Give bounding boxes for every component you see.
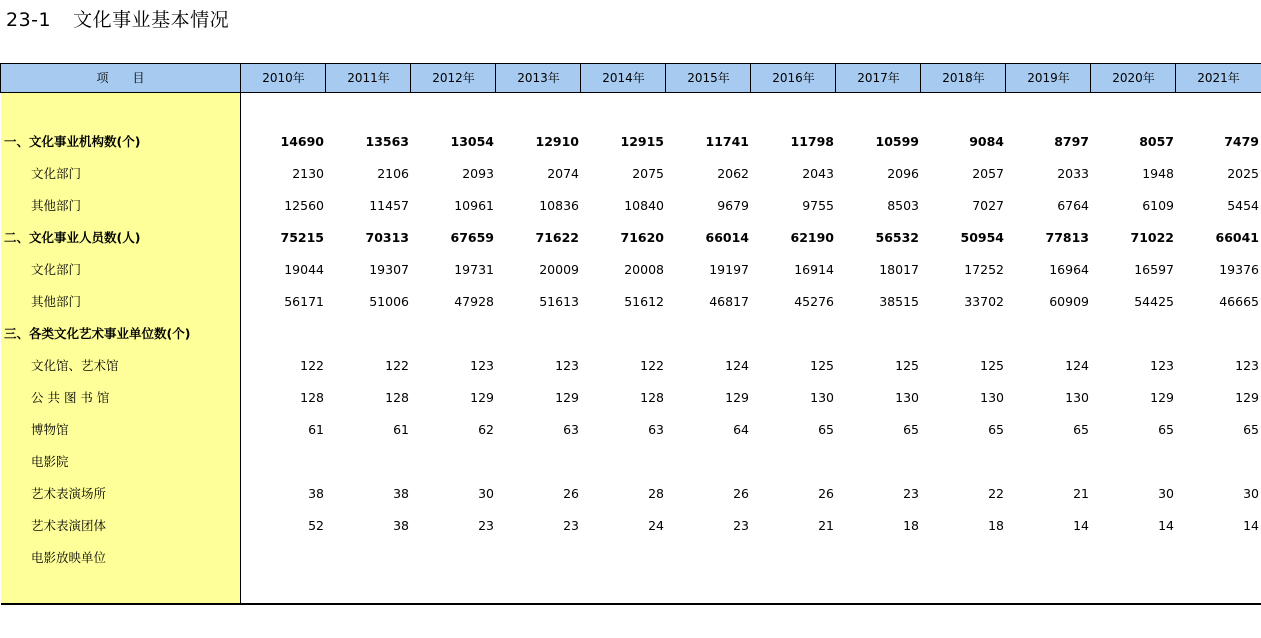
table-cell: 21 [1073,486,1089,501]
table-cell: 128 [640,390,664,405]
table-cell: 124 [1065,358,1089,373]
table-cell [414,324,494,344]
table-cell: 2062 [717,166,749,181]
table-cell [669,324,749,344]
table-cell: 12910 [535,134,579,149]
table-cell: 18 [988,518,1004,533]
table-cell: 2025 [1227,166,1259,181]
table-cell: 65 [1158,422,1174,437]
header-year: 2011年 [347,71,390,85]
table-cell: 26 [733,486,749,501]
table-cell: 12560 [284,198,324,213]
table-title: 文化事业基本情况 [73,9,230,31]
table-cell: 9755 [802,198,834,213]
table-cell: 21 [818,518,834,533]
table-cell: 9679 [717,198,749,213]
table-cell: 23 [733,518,749,533]
table-cell: 10836 [539,198,579,213]
table-cell: 124 [725,358,749,373]
table-cell: 13563 [365,134,409,149]
table-cell: 56171 [284,294,324,309]
header-divider [835,64,836,92]
table-cell: 129 [470,390,494,405]
header-divider [1175,64,1176,92]
table-cell: 63 [563,422,579,437]
header-divider [410,64,411,92]
table-cell [1009,548,1089,568]
header-year: 2020年 [1112,71,1155,85]
table-cell: 2130 [292,166,324,181]
table-cell: 66014 [705,230,749,245]
label-column-divider [240,63,241,604]
table-cell: 129 [1235,390,1259,405]
table-cell: 19731 [454,262,494,277]
row-label: 文化部门 [31,262,82,277]
table-cell: 122 [300,358,324,373]
header-divider [325,64,326,92]
table-cell: 2057 [972,166,1004,181]
header-divider [1090,64,1091,92]
table-cell: 38 [393,486,409,501]
table-cell [669,452,749,472]
table-cell: 46817 [709,294,749,309]
table-cell [1179,548,1259,568]
table-cell: 18 [903,518,919,533]
table-cell: 2043 [802,166,834,181]
table-cell: 20009 [539,262,579,277]
table-cell [754,452,834,472]
table-cell [499,452,579,472]
table-cell: 38515 [879,294,919,309]
row-label: 文化馆、艺术馆 [31,358,119,373]
table-cell: 62 [478,422,494,437]
table-cell [414,452,494,472]
table-cell: 6764 [1057,198,1089,213]
table-cell: 38 [393,518,409,533]
row-label: 三、各类文化艺术事业单位数(个) [4,326,191,341]
table-cell: 24 [648,518,664,533]
table-cell [1009,324,1089,344]
table-cell: 51006 [369,294,409,309]
table-cell [1009,452,1089,472]
table-cell: 46665 [1219,294,1259,309]
table-cell: 12915 [620,134,664,149]
header-year: 2013年 [517,71,560,85]
table-cell [1094,324,1174,344]
header-item: 项 目 [96,71,145,85]
table-cell: 50954 [960,230,1004,245]
table-cell: 16914 [794,262,834,277]
header-year: 2017年 [857,71,900,85]
row-label: 其他部门 [31,294,82,309]
table-cell: 19307 [369,262,409,277]
table-cell: 33702 [964,294,1004,309]
row-label: 文化部门 [31,166,82,181]
table-cell: 130 [1065,390,1089,405]
row-label: 二、文化事业人员数(人) [4,230,141,245]
table-cell [584,324,664,344]
table-cell: 52 [308,518,324,533]
table-cell: 65 [903,422,919,437]
table-cell: 2075 [632,166,664,181]
table-cell: 8057 [1139,134,1174,149]
table-cell: 129 [725,390,749,405]
table-cell [499,324,579,344]
table-cell: 125 [810,358,834,373]
table-cell: 10599 [875,134,919,149]
table-cell [1094,452,1174,472]
table-cell: 2033 [1057,166,1089,181]
table-cell: 22 [988,486,1004,501]
table-cell: 26 [563,486,579,501]
header-year: 2018年 [942,71,985,85]
table-cell: 30 [1243,486,1259,501]
table-cell: 71620 [620,230,664,245]
table-bottom-border [1,603,1261,605]
table-cell: 23 [563,518,579,533]
table-cell [1094,548,1174,568]
table-cell: 128 [385,390,409,405]
table-cell [1179,324,1259,344]
table-cell: 70313 [365,230,409,245]
table-cell [499,548,579,568]
table-cell: 67659 [450,230,494,245]
table-cell [329,548,409,568]
table-cell [584,452,664,472]
table-cell: 16597 [1134,262,1174,277]
row-label: 艺术表演团体 [31,518,107,533]
table-cell: 123 [555,358,579,373]
table-cell: 130 [980,390,1004,405]
table-cell: 2074 [547,166,579,181]
header-divider [750,64,751,92]
table-cell: 19044 [284,262,324,277]
table-cell: 38 [308,486,324,501]
table-cell [839,548,919,568]
header-divider [920,64,921,92]
table-cell: 129 [555,390,579,405]
table-cell [924,452,1004,472]
table-cell: 14690 [280,134,324,149]
table-cell [924,548,1004,568]
table-cell: 125 [895,358,919,373]
table-cell: 56532 [875,230,919,245]
header-year: 2019年 [1027,71,1070,85]
table-cell: 123 [1150,358,1174,373]
table-cell: 63 [648,422,664,437]
header-year: 2021年 [1197,71,1240,85]
table-cell: 30 [1158,486,1174,501]
table-cell: 1948 [1142,166,1174,181]
header-divider [665,64,666,92]
table-cell: 51613 [539,294,579,309]
table-cell: 14 [1243,518,1259,533]
row-label: 公 共 图 书 馆 [31,390,110,405]
table-cell: 14 [1158,518,1174,533]
table-cell: 6109 [1142,198,1174,213]
header-divider [1005,64,1006,92]
table-cell [754,324,834,344]
table-cell: 61 [393,422,409,437]
header-year: 2012年 [432,71,475,85]
header-divider [495,64,496,92]
row-label: 艺术表演场所 [31,486,107,501]
table-cell: 122 [385,358,409,373]
table-cell: 65 [1243,422,1259,437]
table-cell: 71022 [1130,230,1174,245]
table-cell: 130 [810,390,834,405]
table-cell: 125 [980,358,1004,373]
row-label: 电影放映单位 [31,550,107,565]
table-cell: 71622 [535,230,579,245]
table-cell: 65 [1073,422,1089,437]
table-cell [244,324,324,344]
table-cell [244,548,324,568]
table-cell: 2096 [887,166,919,181]
table-number: 23-1 [6,9,52,31]
table-cell: 10840 [624,198,664,213]
table-cell: 61 [308,422,324,437]
table-cell: 11798 [790,134,834,149]
table-cell: 7479 [1224,134,1259,149]
table-cell: 16964 [1049,262,1089,277]
table-cell: 45276 [794,294,834,309]
table-cell: 62190 [790,230,834,245]
table-cell: 128 [300,390,324,405]
table-cell [839,452,919,472]
table-cell [584,548,664,568]
table-cell: 123 [470,358,494,373]
table-cell: 64 [733,422,749,437]
table-cell: 19376 [1219,262,1259,277]
row-label: 博物馆 [31,422,69,437]
table-cell: 17252 [964,262,1004,277]
table-cell: 9084 [969,134,1004,149]
table-cell: 75215 [280,230,324,245]
table-cell: 26 [818,486,834,501]
header-year: 2014年 [602,71,645,85]
table-cell: 51612 [624,294,664,309]
table-cell: 77813 [1045,230,1089,245]
row-label: 其他部门 [31,198,82,213]
table-cell [244,452,324,472]
table-cell: 14 [1073,518,1089,533]
table-cell: 8797 [1054,134,1089,149]
header-year: 2010年 [262,71,305,85]
table-cell [414,548,494,568]
table-cell: 54425 [1134,294,1174,309]
table-cell: 2093 [462,166,494,181]
table-cell: 11741 [705,134,749,149]
table-cell: 20008 [624,262,664,277]
table-cell: 129 [1150,390,1174,405]
table-cell: 18017 [879,262,919,277]
table-cell: 30 [478,486,494,501]
table-cell [669,548,749,568]
table-cell: 123 [1235,358,1259,373]
table-cell: 7027 [972,198,1004,213]
table-cell: 11457 [369,198,409,213]
table-cell: 5454 [1227,198,1259,213]
table-cell: 47928 [454,294,494,309]
table-cell: 28 [648,486,664,501]
header-divider [580,64,581,92]
row-label: 电影院 [31,454,69,469]
table-cell [754,548,834,568]
header-year: 2015年 [687,71,730,85]
table-cell: 23 [478,518,494,533]
table-cell [329,452,409,472]
table-cell: 19197 [709,262,749,277]
table-cell: 8503 [887,198,919,213]
table-cell: 65 [818,422,834,437]
table-cell: 66041 [1215,230,1259,245]
table-cell: 130 [895,390,919,405]
table-cell [1179,452,1259,472]
table-cell: 13054 [450,134,494,149]
table-cell: 2106 [377,166,409,181]
table-cell: 10961 [454,198,494,213]
row-label: 一、文化事业机构数(个) [4,134,141,149]
table-cell [329,324,409,344]
table-cell: 65 [988,422,1004,437]
table-cell: 60909 [1049,294,1089,309]
header-year: 2016年 [772,71,815,85]
table-cell: 23 [903,486,919,501]
table-cell: 122 [640,358,664,373]
table-cell [924,324,1004,344]
table-cell [839,324,919,344]
